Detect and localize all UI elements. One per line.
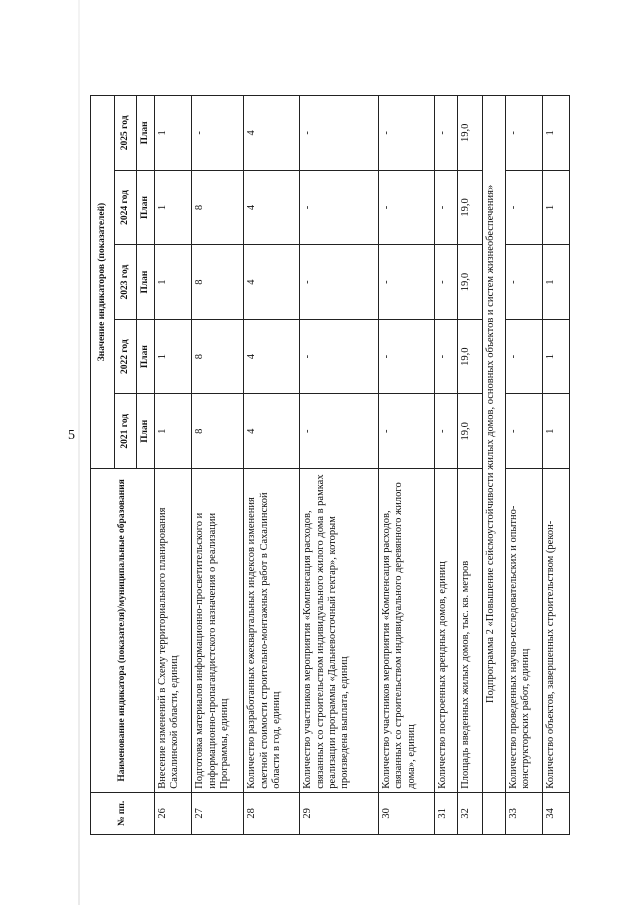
row-num: 27 [192,792,244,834]
header-year-2021: 2021 год [115,394,137,469]
row-value: 1 [542,245,569,320]
row-value: - [300,245,379,320]
row-value: - [505,170,542,245]
row-value: 8 [192,319,244,394]
row-value: 19,0 [457,245,482,320]
row-value: 1 [155,96,192,171]
row-value: 8 [192,245,244,320]
row-name: Подготовка материалов информационно-просветительского и информационно-пропагандистского назначения о реализации Программы, единиц [192,469,244,793]
rotated-table-container [90,95,570,835]
row-value: 1 [155,394,192,469]
row-value: - [505,96,542,171]
row-name: Количество участников мероприятия «Компенсация расходов, связанных со строительством индивидуального деревянного жилого дома», единиц [379,469,435,793]
table-row [300,96,379,835]
row-value: 1 [542,394,569,469]
row-name: Количество разработанных ежеквартальных индексов изменения сметной стоимости строительно-монтажных работ в Сахалинской области в год, единиц [244,469,300,793]
row-value: 1 [155,245,192,320]
row-value: - [300,319,379,394]
table-row [435,96,458,835]
header-values: Значение индикаторов (показателей) [91,96,115,469]
header-year-2023: 2023 год [115,245,137,320]
subprogram-row [482,96,505,835]
header-plan: План [137,245,155,320]
table-row [457,96,482,835]
header-year-2024: 2024 год [115,170,137,245]
row-value: - [379,170,435,245]
row-name: Площадь введенных жилых домов, тыс. кв. метров [457,469,482,793]
row-num: 30 [379,792,435,834]
row-value: 1 [155,170,192,245]
row-value: 1 [542,96,569,171]
table-row [244,96,300,835]
row-value: - [435,96,458,171]
header-plan: План [137,319,155,394]
row-value: 1 [542,170,569,245]
row-value: 4 [244,96,300,171]
row-value: 8 [192,394,244,469]
subprogram-title: Подпрограмма 2 «Повышение сейсмоустойчивости жилых домов, основных объектов и систем жизнеобеспечения» [482,96,505,793]
table-row [379,96,435,835]
table-row [542,96,569,835]
row-value: 19,0 [457,394,482,469]
page-number: 5 [68,428,75,443]
table-row [155,96,192,835]
row-value: 1 [542,319,569,394]
row-value: - [379,245,435,320]
row-num: 26 [155,792,192,834]
row-name: Внесение изменений в Схему территориального планирования Сахалинской области, единиц [155,469,192,793]
row-value: - [192,96,244,171]
row-value: 4 [244,170,300,245]
header-plan: План [137,170,155,245]
row-value: - [505,394,542,469]
row-num: 31 [435,792,458,834]
row-value: 19,0 [457,96,482,171]
row-value: - [435,394,458,469]
row-value: - [300,96,379,171]
row-name: Количество построенных арендных домов, единиц [435,469,458,793]
row-value: - [300,394,379,469]
table-body [155,96,570,835]
header-plan: План [137,394,155,469]
row-num: 34 [542,792,569,834]
row-value: 4 [244,245,300,320]
header-name: Наименование индикатора (показателя)/муниципальные образования [91,469,155,793]
row-value: 4 [244,319,300,394]
header-num: № пп. [91,792,155,834]
header-year-2022: 2022 год [115,319,137,394]
row-value: - [379,394,435,469]
table-header [91,96,155,835]
row-num: 29 [300,792,379,834]
header-plan: План [137,96,155,171]
row-value: - [505,319,542,394]
row-name: Количество участников мероприятия «Компенсация расходов, связанных со строительством индивидуального жилого дома в рамках реализации программы «Дальневосточный гектар», которым произведена выплата, единиц [300,469,379,793]
row-value: - [435,319,458,394]
scan-edge [78,0,80,905]
row-value: - [379,319,435,394]
row-value: - [435,170,458,245]
table-row [192,96,244,835]
row-value: 1 [155,319,192,394]
row-value: 19,0 [457,319,482,394]
row-num: 32 [457,792,482,834]
row-value: - [300,170,379,245]
row-value: - [435,245,458,320]
row-value: - [379,96,435,171]
row-num: 28 [244,792,300,834]
table-row [505,96,542,835]
row-value: 4 [244,394,300,469]
row-num: 33 [505,792,542,834]
row-name: Количество объектов, завершенных строительством (рекон- [542,469,569,793]
row-value: 19,0 [457,170,482,245]
indicators-table [90,95,570,835]
row-value: 8 [192,170,244,245]
header-year-2025: 2025 год [115,96,137,171]
row-name: Количество проведенных научно-исследовательских и опытно-конструкторских работ, единиц [505,469,542,793]
row-value: - [505,245,542,320]
